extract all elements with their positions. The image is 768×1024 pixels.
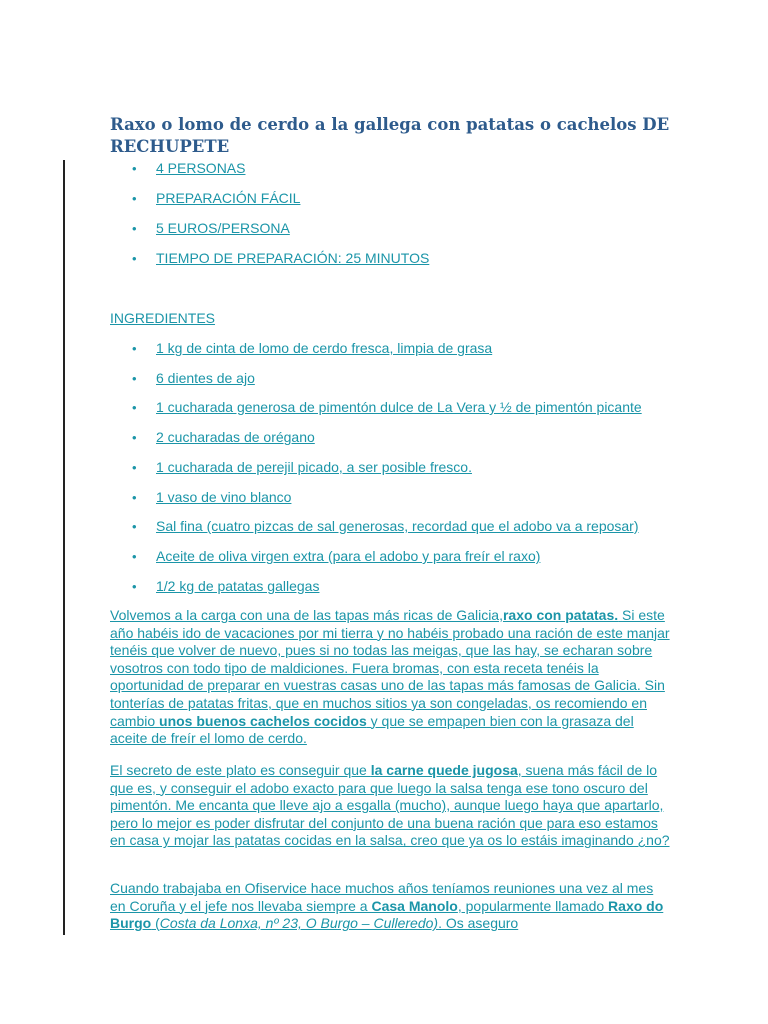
info-item-time[interactable]: • TIEMPO DE PREPARACIÓN: 25 MINUTOS [132, 248, 429, 268]
bullet-icon: • [132, 371, 137, 386]
bullet-icon: • [132, 251, 137, 266]
dish-name: raxo con patatas. [502, 607, 619, 623]
ingredients-heading[interactable]: INGREDIENTES [110, 310, 216, 326]
info-item-cost[interactable]: • 5 EUROS/PERSONA [132, 218, 290, 238]
bullet-icon: • [132, 430, 137, 445]
secret-paragraph[interactable]: El secreto de este plato es conseguir que la carne quede jugosa, suena más fácil de lo que es, y conseguir el adobo exacto para que luego la salsa tenga ese tono oscuro del pimentón. Me encanta que lleve ajo a esgalla (mucho), aunque luego haya que apartarlo, pero lo mejor es poder disfrutar del conjunto de una buena ración que para eso estamos en casa y mojar las patatas cocidas en la salsa, creo que ya os lo estáis imaginando ¿no? [110, 762, 670, 849]
ingredient-item[interactable]: • Sal fina (cuatro pizcas de sal generosas, recordad que el adobo va a reposar) [132, 516, 639, 536]
info-item-difficulty[interactable]: • PREPARACIÓN FÁCIL [132, 188, 300, 208]
restaurant-name: Casa Manolo [371, 897, 458, 914]
restaurant-address: Costa da Lonxa, nº 23, O Burgo – Culleredo) [159, 915, 439, 932]
margin-rule [63, 160, 65, 935]
juicy-highlight: la carne quede jugosa [370, 762, 518, 778]
bullet-icon: • [132, 549, 137, 564]
ingredient-item[interactable]: • 1 cucharada de perejil picado, a ser posible fresco. [132, 457, 472, 477]
bullet-icon: • [132, 460, 137, 475]
bullet-icon: • [132, 161, 137, 176]
bullet-icon: • [132, 519, 137, 534]
ingredient-item[interactable]: • 2 cucharadas de orégano [132, 427, 315, 447]
ingredient-item[interactable]: • 1/2 kg de patatas gallegas [132, 576, 319, 596]
info-item-servings[interactable]: • 4 PERSONAS [132, 158, 245, 178]
ingredient-item[interactable]: • 1 cucharada generosa de pimentón dulce de La Vera y ½ de pimentón picante [132, 397, 642, 417]
bullet-icon: • [132, 400, 137, 415]
ingredient-item[interactable]: • 1 kg de cinta de lomo de cerdo fresca, limpia de grasa [132, 338, 492, 358]
cachelos-highlight: unos buenos cachelos cocidos [159, 712, 367, 729]
bullet-icon: • [132, 221, 137, 236]
bullet-icon: • [132, 490, 137, 505]
restaurant-nickname: Raxo do Burgo [110, 897, 664, 932]
ingredient-item[interactable]: • 6 dientes de ajo [132, 368, 255, 388]
recipe-title: Raxo o lomo de cerdo a la gallega con patatas o cachelos DE RECHUPETE [110, 115, 670, 156]
anecdote-paragraph[interactable]: Cuando trabajaba en Ofiservice hace muchos años teníamos reuniones una vez al mes en Coruña y el jefe nos llevaba siempre a Casa Manolo, popularmente llamado Raxo do Burgo (Costa da Lonxa, nº 23, O Burgo – Culleredo). Os aseguro [110, 880, 664, 932]
ingredient-item[interactable]: • 1 vaso de vino blanco [132, 487, 291, 507]
bullet-icon: • [132, 341, 137, 356]
bullet-icon: • [132, 191, 137, 206]
intro-paragraph[interactable]: Volvemos a la carga con una de las tapas más ricas de Galicia,raxo con patatas. Si este año habéis ido de vacaciones por mi tierra y no habéis probado una ración de este manjar tenéis que volver de nuevo, pues si no todas las meigas, que las hay, se echaran sobre vosotros con todo tipo de maldiciones. Fuera bromas, con esta receta tenéis la oportunidad de preparar en vuestras casas uno de las tapas más famosas de Galicia. Sin tonterías de patatas fritas, que en muchos sitios ya son congeladas, os recomiendo en cambio unos buenos cachelos cocidos y que se empapen bien con la grasaza del aceite de freír el lomo de cerdo. [110, 607, 670, 747]
ingredient-item[interactable]: • Aceite de oliva virgen extra (para el adobo y para freír el raxo) [132, 546, 540, 566]
bullet-icon: • [132, 579, 137, 594]
